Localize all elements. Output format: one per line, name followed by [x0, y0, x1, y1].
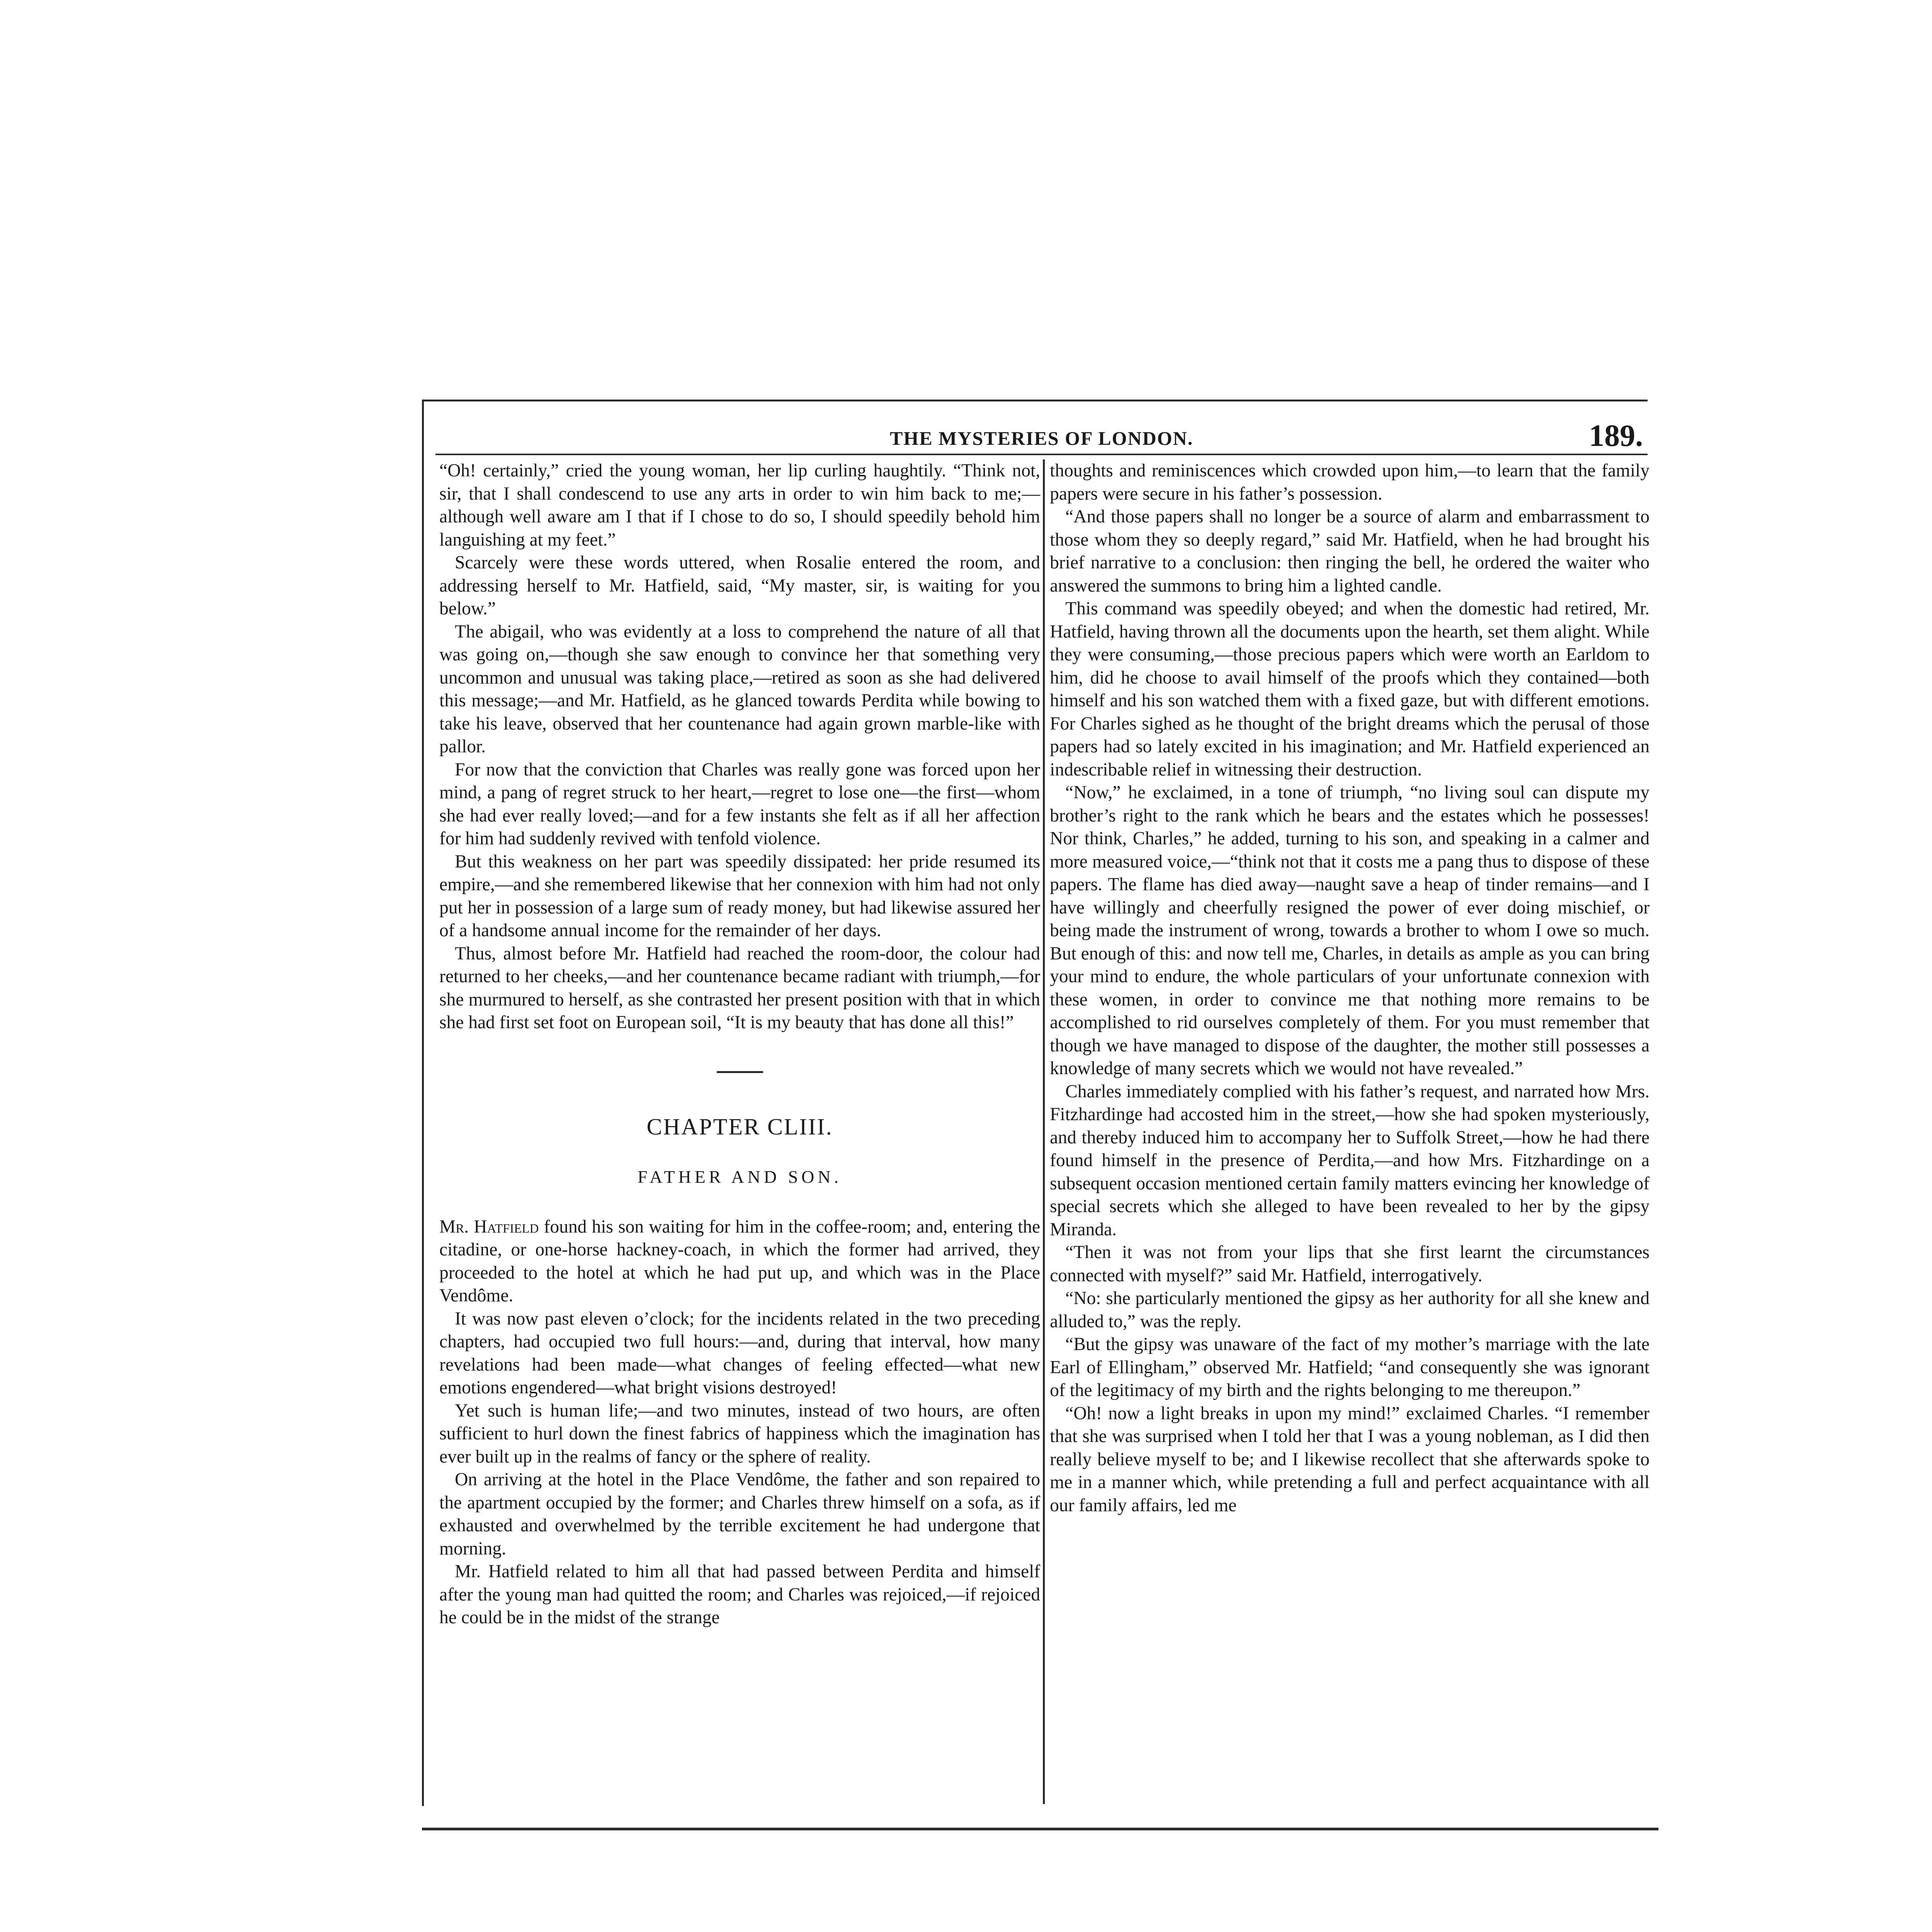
- paragraph: Scarcely were these words uttered, when Rosalie entered the room, and addressing herself to Mr. Hatfield, said, “My master, sir, is waiting for you below.”: [439, 553, 1040, 619]
- column-divider: [1043, 459, 1045, 1804]
- left-column: [439, 459, 1040, 1629]
- paragraph: “Then it was not from your lips that she first learnt the circumstances connected with myself?” said Mr. Hatfield, interrogatively.: [1050, 1242, 1650, 1286]
- chapter-subtitle: FATHER AND SON.: [637, 1167, 842, 1187]
- page-number: 189.: [1589, 419, 1643, 453]
- chapter-title: CHAPTER CLIII.: [646, 1114, 833, 1139]
- header-rule: [435, 454, 1648, 455]
- opening-smallcaps: Mr. Hatfield: [439, 1216, 539, 1237]
- paragraph: The abigail, who was evidently at a loss to comprehend the nature of all that was going on,—though she saw enough to convince her that something very uncommon and unusual was taking place,—retired as soon as she had delivered this message;—and Mr. Hatfield, as he glanced towards Perdita while bowing to take his leave, observed that her countenance had again grown marble-like with pallor.: [439, 621, 1040, 757]
- paragraph: This command was speedily obeyed; and when the domestic had retired, Mr. Hatfield, having thrown all the documents upon the hearth, set them alight. While they were consuming,—those precious papers which were worth an Earldom to him, did he choose to avail himself of the proofs which they contained—both himself and his son watched them with a fixed gaze, but with different emotions. For Charles sighed as he thought of the bright dreams which the perusal of those papers had so lately excited in his imagination; and Mr. Hatfield experienced an indescribable relief in witnessing their destruction.: [1050, 599, 1650, 780]
- paragraph: “Oh! certainly,” cried the young woman, her lip curling haughtily. “Think not, sir, that I shall condescend to use any arts in order to win him back to me;—although well aware am I that if I chose to do so, I should speedily behold him languishing at my feet.”: [439, 461, 1040, 550]
- paragraph: Charles immediately complied with his father’s request, and narrated how Mrs. Fitzhardinge had accosted him in the street,—how she had spoken mysteriously, and thereby induced him to accompany her to Suffolk Street,—how he had there found himself in the presence of Perdita,—and how Mrs. Fitzhardinge on a subsequent occasion mentioned certain family matters evincing her knowledge of special secrets which she alleged to have been revealed to her by the gipsy Miranda.: [1050, 1081, 1650, 1240]
- book-page: [422, 400, 1648, 1806]
- section-divider: [717, 1071, 763, 1073]
- paragraph: Thus, almost before Mr. Hatfield had reached the room-door, the colour had returned to her cheeks,—and her countenance became radiant with triumph,—for she murmured to herself, as she contrasted her present position with that in which she had first set foot on European soil, “It is my beauty that has done all this!”: [439, 943, 1040, 1032]
- paragraph: “Oh! now a light breaks in upon my mind!” exclaimed Charles. “I remember that she was surprised when I told her that I was a young nobleman, as I did then really believe myself to be; and I likewise recollect that she afterwards spoke to me in a manner which, while pretending a full and perfect acquaintance with all our family affairs, led me: [1050, 1403, 1650, 1515]
- running-title: THE MYSTERIES OF LONDON.: [889, 427, 1194, 449]
- paragraph: But this weakness on her part was speedily dissipated: her pride resumed its empire,—and she remembered likewise that her connexion with him had not only put her in possession of a large sum of ready money, but had likewise assured her of a handsome annual income for the remainder of her days.: [439, 851, 1040, 940]
- paragraph: On arriving at the hotel in the Place Vendôme, the father and son repaired to the apartment occupied by the former; and Charles threw himself on a sofa, as if exhausted and overwhelmed by the terrible excitement he had undergone that morning.: [439, 1469, 1040, 1559]
- paragraph: It was now past eleven o’clock; for the incidents related in the two preceding chapters, had occupied two full hours:—and, during that interval, how many revelations had been made—what changes of feeling effected—what new emotions engendered—what bright visions destroyed!: [439, 1308, 1040, 1398]
- chapter-opening-paragraph: [439, 1216, 1040, 1308]
- paragraph: Mr. Hatfield related to him all that had passed between Perdita and himself after the young man had quitted the room; and Charles was rejoiced,—if rejoiced he could be in the midst of the strange: [439, 1561, 1040, 1628]
- paragraph: Yet such is human life;—and two minutes, instead of two hours, are often sufficient to hurl down the finest fabrics of happiness which the imagination has ever built up in the realms of fancy or the sphere of reality.: [439, 1400, 1040, 1467]
- paragraph: thoughts and reminiscences which crowded upon him,—to learn that the family papers were secure in his father’s possession.: [1050, 461, 1650, 504]
- bottom-rule: [422, 1828, 1658, 1830]
- opening-text: found his son waiting for him in the coffee-room; and, entering the citadine, or one-horse hackney-coach, in which the former had arrived, they proceeded to the hotel at which he had put up, and which was in the Place Vendôme.: [439, 1216, 1040, 1306]
- paragraph: “No: she particularly mentioned the gipsy as her authority for all she knew and alluded to,” was the reply.: [1050, 1288, 1650, 1332]
- paragraph: “Now,” he exclaimed, in a tone of triumph, “no living soul can dispute my brother’s right to the rank which he bears and the estates which he possesses! Nor think, Charles,” he added, turning to his son, and speaking in a calmer and more measured voice,—“think not that it costs me a pang thus to dispose of these papers. The flame has died away—naught save a heap of tinder remains—and I have willingly and cheerfully resigned the power of ever doing mischief, or being made the instrument of wrong, towards a brother to whom I owe so much. But enough of this: and now tell me, Charles, in details as ample as you can bring your mind to endure, the whole particulars of your unfortunate connexion with these women, in order to convince me that nothing more remains to be accomplished to rid ourselves completely of them. For you must remember that though we have managed to dispose of the daughter, the mother still possesses a knowledge of many secrets which we would not have revealed.”: [1050, 782, 1650, 1078]
- right-column: [1050, 459, 1650, 1517]
- paragraph: “And those papers shall no longer be a source of alarm and embarrassment to those whom they so deeply regard,” said Mr. Hatfield, when he had brought his brief narrative to a conclusion: then ringing the bell, he ordered the waiter who answered the summons to bring him a lighted candle.: [1050, 507, 1650, 596]
- paragraph: For now that the conviction that Charles was really gone was forced upon her mind, a pang of regret struck to her heart,—regret to lose one—the first—whom she had ever really loved;—and for a few instants she felt as if all her affection for him had suddenly revived with tenfold violence.: [439, 759, 1040, 849]
- paragraph: “But the gipsy was unaware of the fact of my mother’s marriage with the late Earl of Ellingham,” observed Mr. Hatfield; “and consequently she was ignorant of the legitimacy of my birth and the rights belonging to me thereupon.”: [1050, 1334, 1650, 1400]
